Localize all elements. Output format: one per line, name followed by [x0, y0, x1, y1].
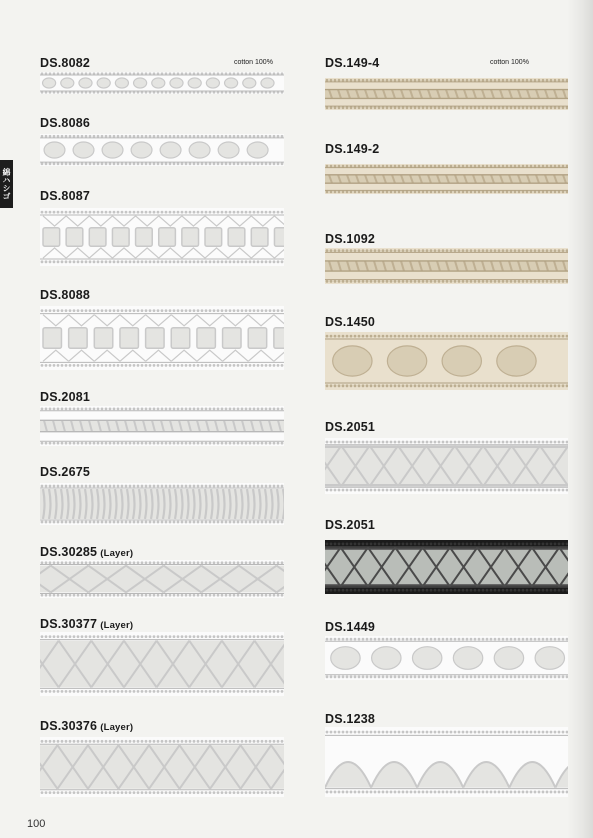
product-code-text: DS.8087: [40, 189, 91, 203]
product-code-text: DS.149-4: [325, 56, 380, 70]
lace-sample-image: [40, 134, 284, 166]
product-code-suffix: (Layer): [100, 548, 134, 559]
lace-sample-image: [40, 632, 284, 696]
product-code-text: DS.30377: [40, 617, 98, 631]
lace-sample-image: [40, 72, 284, 94]
lace-sample-image: [325, 540, 568, 594]
product-code-suffix: (Layer): [100, 722, 134, 733]
product-code-suffix: (Layer): [100, 620, 134, 631]
product-code: [40, 617, 133, 631]
product-code: [40, 390, 90, 404]
product-code-text: DS.1238: [325, 712, 376, 726]
lace-sample-image: [325, 727, 568, 797]
product-code: [325, 712, 375, 726]
product-code: [40, 719, 133, 733]
lace-sample-image: [325, 248, 568, 284]
material-note: cotton 100%: [490, 59, 529, 66]
lace-sample-image: [325, 332, 568, 390]
product-code-text: DS.1092: [325, 232, 376, 246]
product-code: [40, 56, 90, 70]
product-code-text: DS.2051: [325, 420, 376, 434]
lace-sample-image: [40, 560, 284, 598]
page-spine-shadow: [567, 0, 593, 838]
lace-sample-image: [325, 438, 568, 494]
lace-sample-image: [40, 306, 284, 370]
product-code: [40, 545, 133, 559]
lace-sample-image: [40, 208, 284, 266]
product-code: [40, 116, 90, 130]
product-code-text: DS.8088: [40, 288, 91, 302]
product-code: [325, 518, 375, 532]
product-code: [325, 315, 375, 329]
lace-sample-image: [325, 78, 568, 110]
product-code-text: DS.2051: [325, 518, 376, 532]
lace-sample-image: [40, 737, 284, 797]
product-code-text: DS.30376: [40, 719, 98, 733]
lace-sample-image: [40, 483, 284, 525]
category-side-tab: 綿ハシゴ: [0, 160, 13, 208]
product-code: [325, 420, 375, 434]
product-code-text: DS.149-2: [325, 142, 380, 156]
product-code-text: DS.2675: [40, 465, 91, 479]
product-code: [40, 465, 90, 479]
product-code: [325, 620, 375, 634]
product-code: [40, 189, 90, 203]
page-number: 100: [27, 818, 46, 830]
product-code-text: DS.30285: [40, 545, 98, 559]
product-code: [40, 288, 90, 302]
lace-sample-image: [325, 164, 568, 194]
product-code-text: DS.8086: [40, 116, 91, 130]
product-code: [325, 56, 379, 70]
lace-sample-image: [40, 406, 284, 446]
material-note: cotton 100%: [234, 59, 273, 66]
product-code-text: DS.1449: [325, 620, 376, 634]
product-code-text: DS.2081: [40, 390, 91, 404]
lace-sample-image: [325, 636, 568, 680]
product-code-text: DS.8082: [40, 56, 91, 70]
product-code: [325, 142, 379, 156]
product-code-text: DS.1450: [325, 315, 376, 329]
product-code: [325, 232, 375, 246]
